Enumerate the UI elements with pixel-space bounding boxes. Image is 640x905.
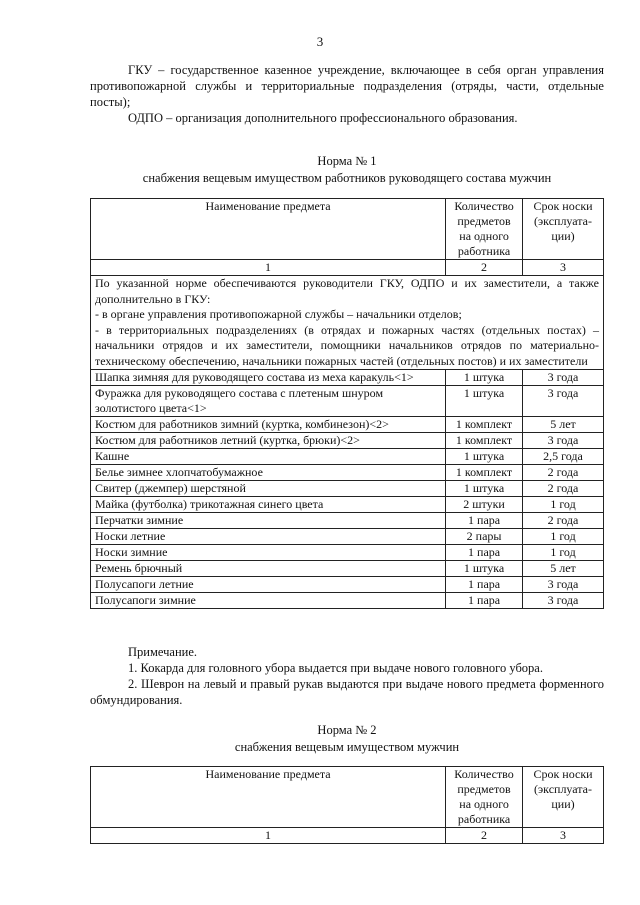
item-quantity: 1 пара: [446, 513, 523, 529]
header-quantity: Количество предметов на одного работника: [446, 199, 523, 260]
item-term: 2 года: [523, 481, 604, 497]
item-name: Полусапоги летние: [91, 577, 446, 593]
note-heading: Примечание.: [128, 645, 198, 659]
page-number: 3: [316, 34, 324, 49]
table-row: [91, 545, 604, 561]
item-term: 3 года: [523, 433, 604, 449]
table-row: [91, 370, 604, 386]
item-term: 2,5 года: [523, 449, 604, 465]
item-quantity: 1 пара: [446, 577, 523, 593]
intro-text: По указанной норме обеспечиваются руководители ГКУ, ОДПО и их заместители, а также дополнительно в ГКУ: - в органе управления противопожарной службы – начальники отделов; - в территориальных подразделениях (в отрядах и пожарных частях (отдельных постах) – начальники отрядов и их заместители, помощники начальников отрядов по материально-техническому обеспечению, начальники пожарных частей (отдельных постов) и их заместители: [91, 276, 604, 370]
item-quantity: 2 пары: [446, 529, 523, 545]
item-quantity: 1 пара: [446, 593, 523, 609]
item-term: 3 года: [523, 577, 604, 593]
item-name: Ремень брючный: [91, 561, 446, 577]
norm2-table: [90, 766, 604, 844]
item-name: Белье зимнее хлопчатобумажное: [91, 465, 446, 481]
table-row: [91, 497, 604, 513]
item-term: 2 года: [523, 465, 604, 481]
item-quantity: 1 комплект: [446, 433, 523, 449]
intro-row: [91, 276, 604, 370]
col-number-1: 1: [91, 260, 446, 276]
item-name: Свитер (джемпер) шерстяной: [91, 481, 446, 497]
item-quantity: 2 штуки: [446, 497, 523, 513]
norm1-table: [90, 198, 604, 609]
header-term: Срок носки (эксплуата-ции): [523, 199, 604, 260]
norm1-title: Норма № 1: [317, 154, 377, 168]
table-row: [91, 417, 604, 433]
item-name: Носки летние: [91, 529, 446, 545]
note-item-1: 1. Кокарда для головного убора выдается при выдаче нового головного убора.: [128, 661, 543, 675]
col-number-2: 2: [446, 828, 523, 844]
item-name: Полусапоги зимние: [91, 593, 446, 609]
header-term: Срок носки (эксплуата-ции): [523, 767, 604, 828]
item-term: 2 года: [523, 513, 604, 529]
item-name: Майка (футболка) трикотажная синего цвета: [91, 497, 446, 513]
table-row: [91, 561, 604, 577]
table-row: [91, 593, 604, 609]
table-row: [91, 465, 604, 481]
col-number-1: 1: [91, 828, 446, 844]
item-name: Перчатки зимние: [91, 513, 446, 529]
item-term: 5 лет: [523, 417, 604, 433]
table-row: [91, 386, 604, 417]
item-term: 1 год: [523, 545, 604, 561]
norm2-title: Норма № 2: [317, 723, 377, 737]
table-row: [91, 433, 604, 449]
table-row: [91, 481, 604, 497]
col-number-2: 2: [446, 260, 523, 276]
table-header-row: [91, 199, 604, 260]
header-name: Наименование предмета: [91, 767, 446, 828]
item-term: 3 года: [523, 386, 604, 417]
item-quantity: 1 комплект: [446, 465, 523, 481]
note-item-2: 2. Шеврон на левый и правый рукав выдаются при выдаче нового предмета форменного обмундирования.: [90, 677, 604, 707]
table-row: [91, 449, 604, 465]
item-quantity: 1 штука: [446, 481, 523, 497]
table-row: [91, 529, 604, 545]
table-header-row: [91, 767, 604, 828]
item-term: 3 года: [523, 593, 604, 609]
norm1-subtitle: снабжения вещевым имуществом работников руководящего состава мужчин: [142, 171, 552, 185]
table-row: [91, 577, 604, 593]
item-name: Костюм для работников летний (куртка, брюки)<2>: [91, 433, 446, 449]
norm2-subtitle: снабжения вещевым имуществом мужчин: [234, 740, 460, 754]
column-number-row: [91, 828, 604, 844]
item-quantity: 1 штука: [446, 386, 523, 417]
header-quantity: Количество предметов на одного работника: [446, 767, 523, 828]
item-name: Шапка зимняя для руководящего состава из меха каракуль<1>: [91, 370, 446, 386]
item-quantity: 1 штука: [446, 449, 523, 465]
item-term: 1 год: [523, 529, 604, 545]
item-name: Костюм для работников зимний (куртка, комбинезон)<2>: [91, 417, 446, 433]
item-quantity: 1 штука: [446, 561, 523, 577]
col-number-3: 3: [523, 828, 604, 844]
column-number-row: [91, 260, 604, 276]
item-name: Фуражка для руководящего состава с плетеным шнуром золотистого цвета<1>: [91, 386, 446, 417]
item-quantity: 1 комплект: [446, 417, 523, 433]
col-number-3: 3: [523, 260, 604, 276]
item-quantity: 1 пара: [446, 545, 523, 561]
header-name: Наименование предмета: [91, 199, 446, 260]
table-row: [91, 513, 604, 529]
item-term: 1 год: [523, 497, 604, 513]
item-term: 5 лет: [523, 561, 604, 577]
definition-gku: ГКУ – государственное казенное учреждение, включающее в себя орган управления противопожарной службы и территориальные подразделения (отряды, части, отдельные посты);: [90, 63, 604, 109]
item-name: Кашне: [91, 449, 446, 465]
item-name: Носки зимние: [91, 545, 446, 561]
definition-odpo: ОДПО – организация дополнительного профессионального образования.: [128, 111, 518, 125]
item-quantity: 1 штука: [446, 370, 523, 386]
item-term: 3 года: [523, 370, 604, 386]
